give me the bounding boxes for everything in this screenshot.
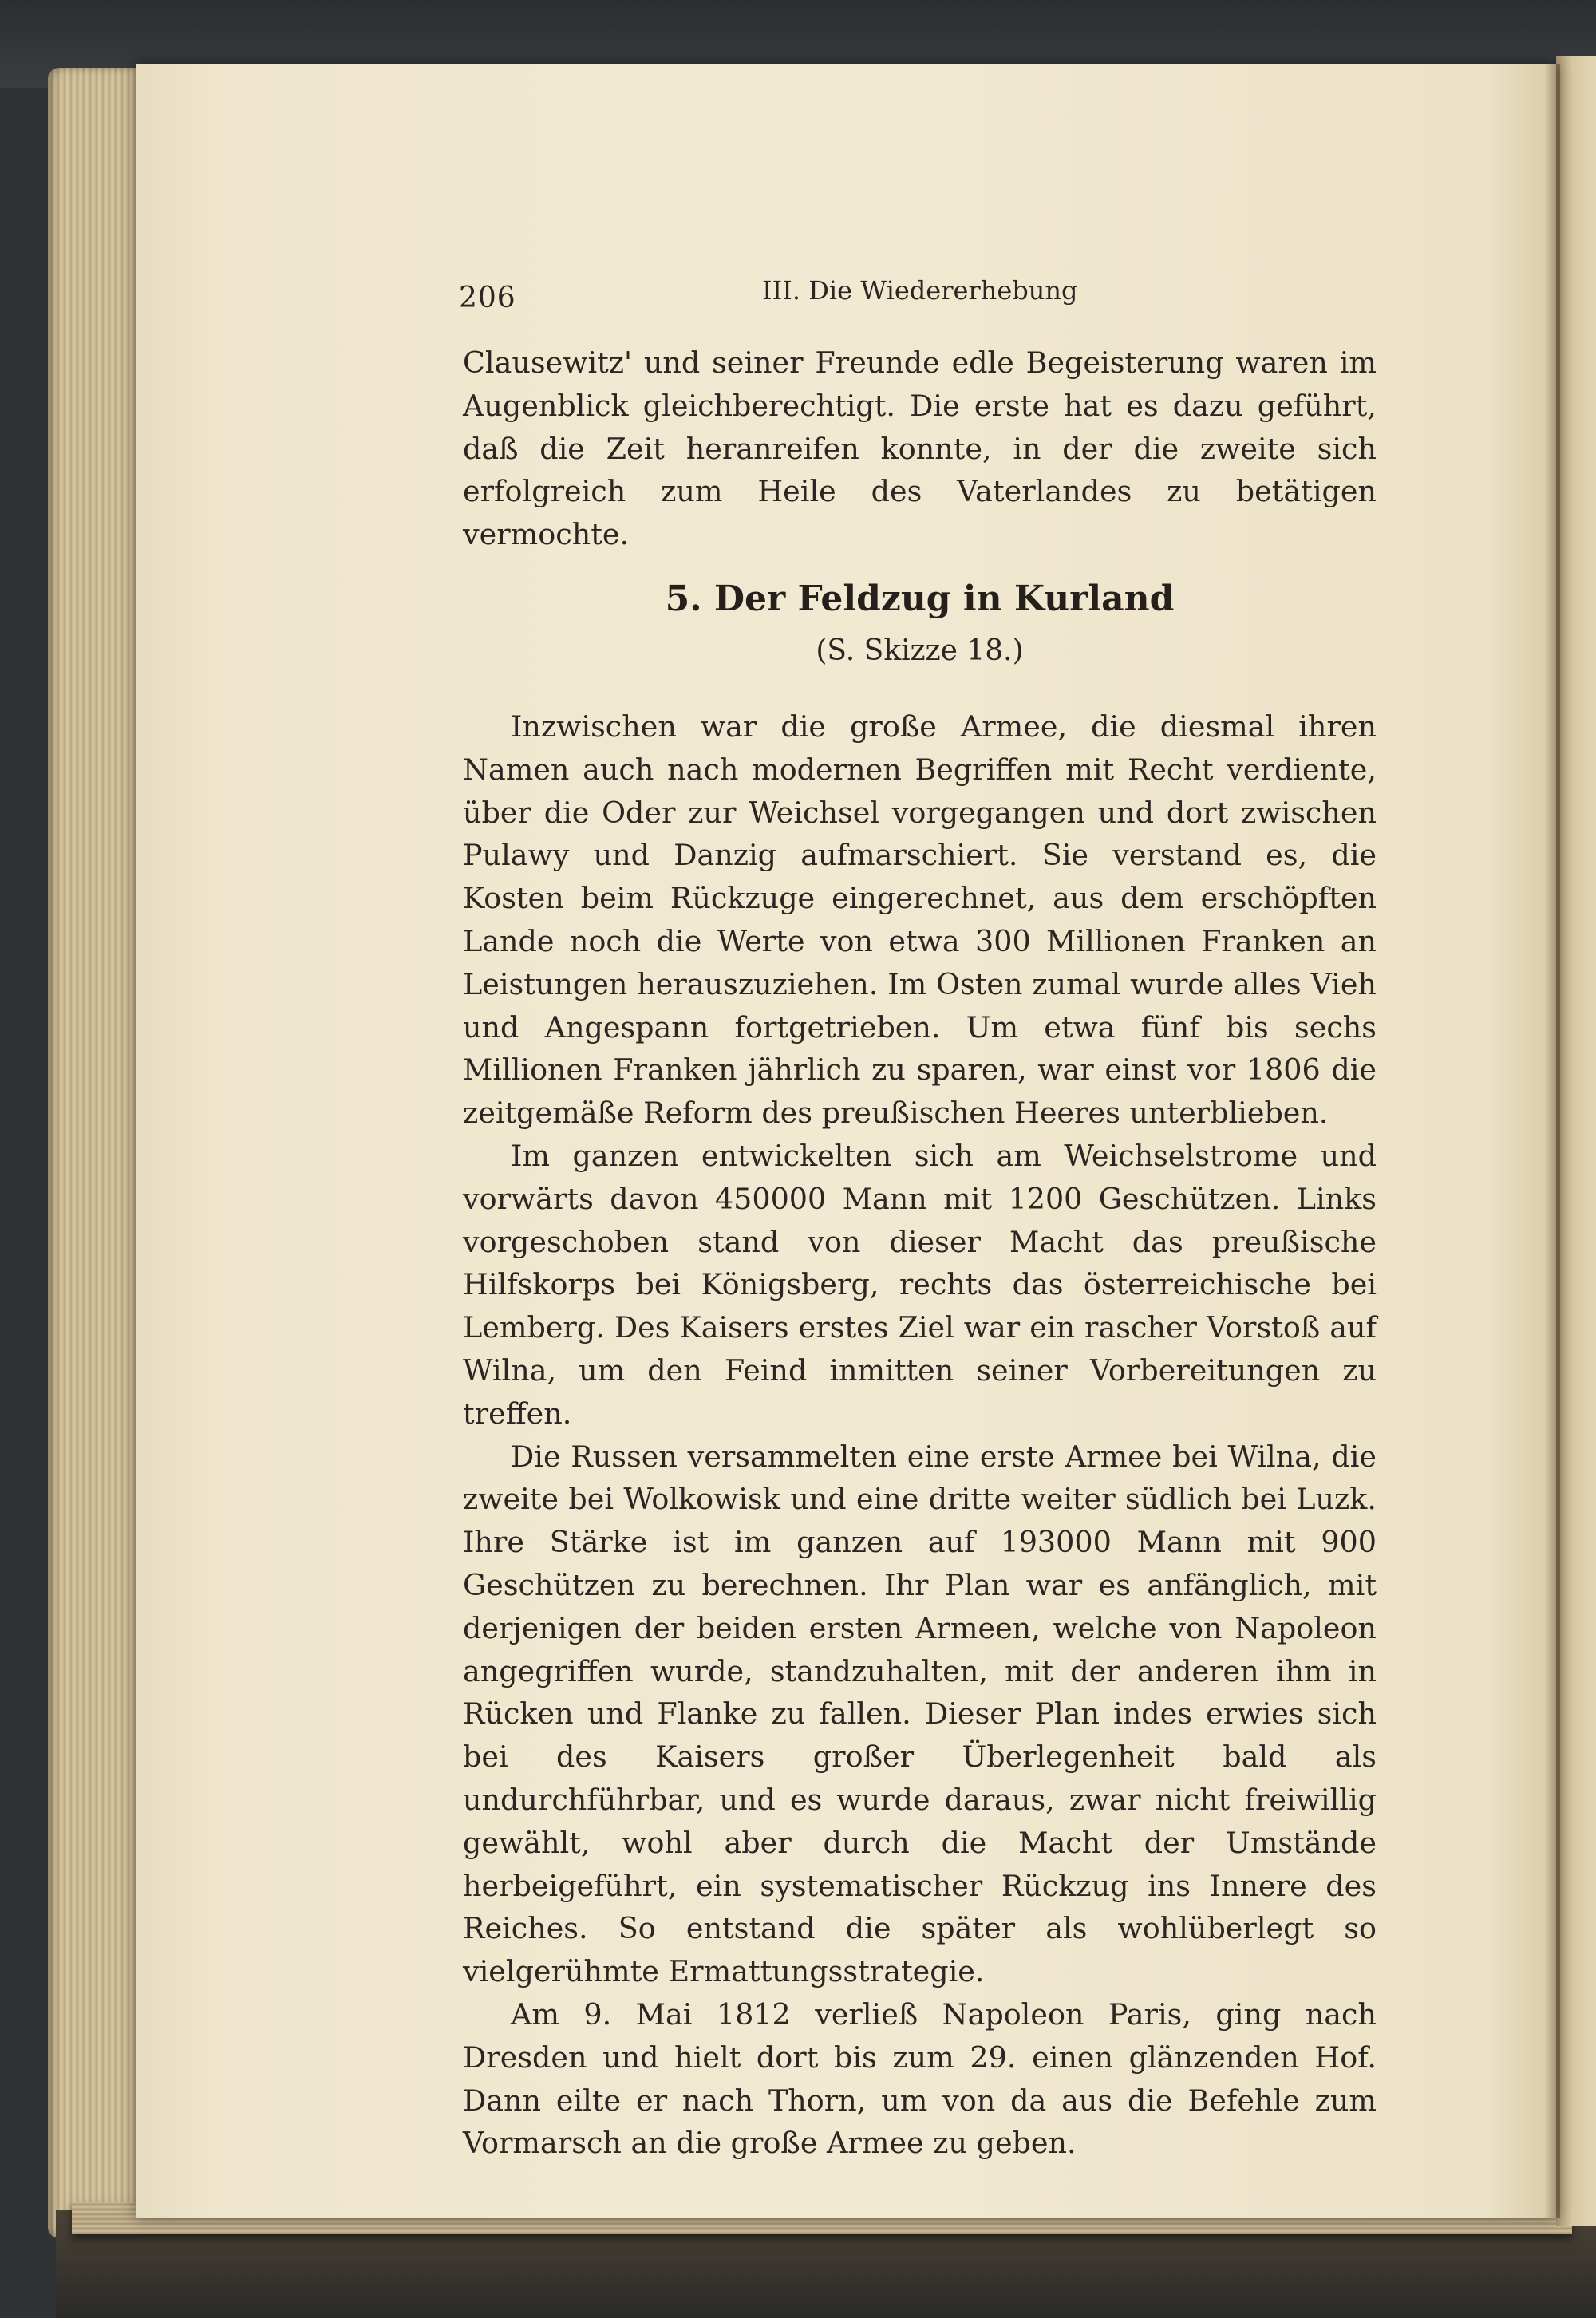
paragraph-1: Inzwischen war die große Armee, die diesmal ihren Namen auch nach modernen Begriffen mit Recht verdiente, über die Oder zur Weichsel vorgegangen und dort zwischen Pulawy und Danzig aufmarschiert. Sie verstand es, die Kosten beim Rückzuge eingerechnet, aus dem erschöpften Lande noch die Werte von etwa 300 Millionen Franken an Leistungen herauszuziehen. Im Osten zumal wurde alles Vieh und Angespann fortgetrieben. Um etwa fünf bis sechs Millionen Franken jährlich zu sparen, war einst vor 1806 die zeitgemäße Reform des preußischen Heeres unterblieben. [463, 709, 1377, 1131]
running-title: III. Die Wiedererhebung [762, 275, 1078, 306]
intro-paragraph: Clausewitz' und seiner Freunde edle Begeisterung waren im Augenblick gleichberechtigt. Die erste hat es dazu geführt, daß die Zeit heranreifen konnte, in der die zweite sich erfolgreich zum Heile des Vaterlandes zu betätigen vermochte. [463, 346, 1377, 552]
sketch-reference: (S. Skizze 18.) [816, 634, 1024, 667]
facing-page [1556, 56, 1596, 2226]
section-heading: 5. Der Feldzug in Kurland [665, 579, 1175, 619]
paragraph-3: Die Russen versammelten eine erste Armee bei Wilna, die zweite bei Wolkowisk und eine dritte weiter südlich bei Luzk. Ihre Stärke ist im ganzen auf 193000 Mann mit 900 Geschützen zu berechnen. Ihr Plan war es anfänglich, mit derjenigen der beiden ersten Armeen, welche von Napoleon angegriffen wurde, standzuhalten, mit der anderen ihm in Rücken und Flanke zu fallen. Dieser Plan indes erwies sich bei des Kaisers großer Überlegenheit bald als undurchführbar, und es wurde daraus, zwar nicht freiwillig gewählt, wohl aber durch die Macht der Umstände herbeigeführt, ein systematischer Rückzug ins Innere des Reiches. So entstand die später als wohlüberlegt so vielgerühmte Ermattungsstrategie. [463, 1439, 1377, 1989]
page-number: 206 [459, 282, 516, 314]
running-head [459, 275, 1560, 323]
intro-paragraph-block [463, 342, 1377, 556]
body-text [463, 705, 1377, 2165]
page-gutter [1544, 64, 1560, 2218]
paragraph-2: Im ganzen entwickelten sich am Weichselstrome und vorwärts davon 450000 Mann mit 1200 Geschützen. Links vorgeschoben stand von dieser Macht das preußische Hilfskorps bei Königsberg, rechts das österreichische bei Lemberg. Des Kaisers erstes Ziel war ein rascher Vorstoß auf Wilna, um den Feind inmitten seiner Vorbereitungen zu treffen. [463, 1138, 1377, 1431]
paragraph-4: Am 9. Mai 1812 verließ Napoleon Paris, ging nach Dresden und hielt dort bis zum 29. einen glänzenden Hof. Dann eilte er nach Thorn, um von da aus die Befehle zum Vormarsch an die große Armee zu geben. [463, 1996, 1377, 2161]
